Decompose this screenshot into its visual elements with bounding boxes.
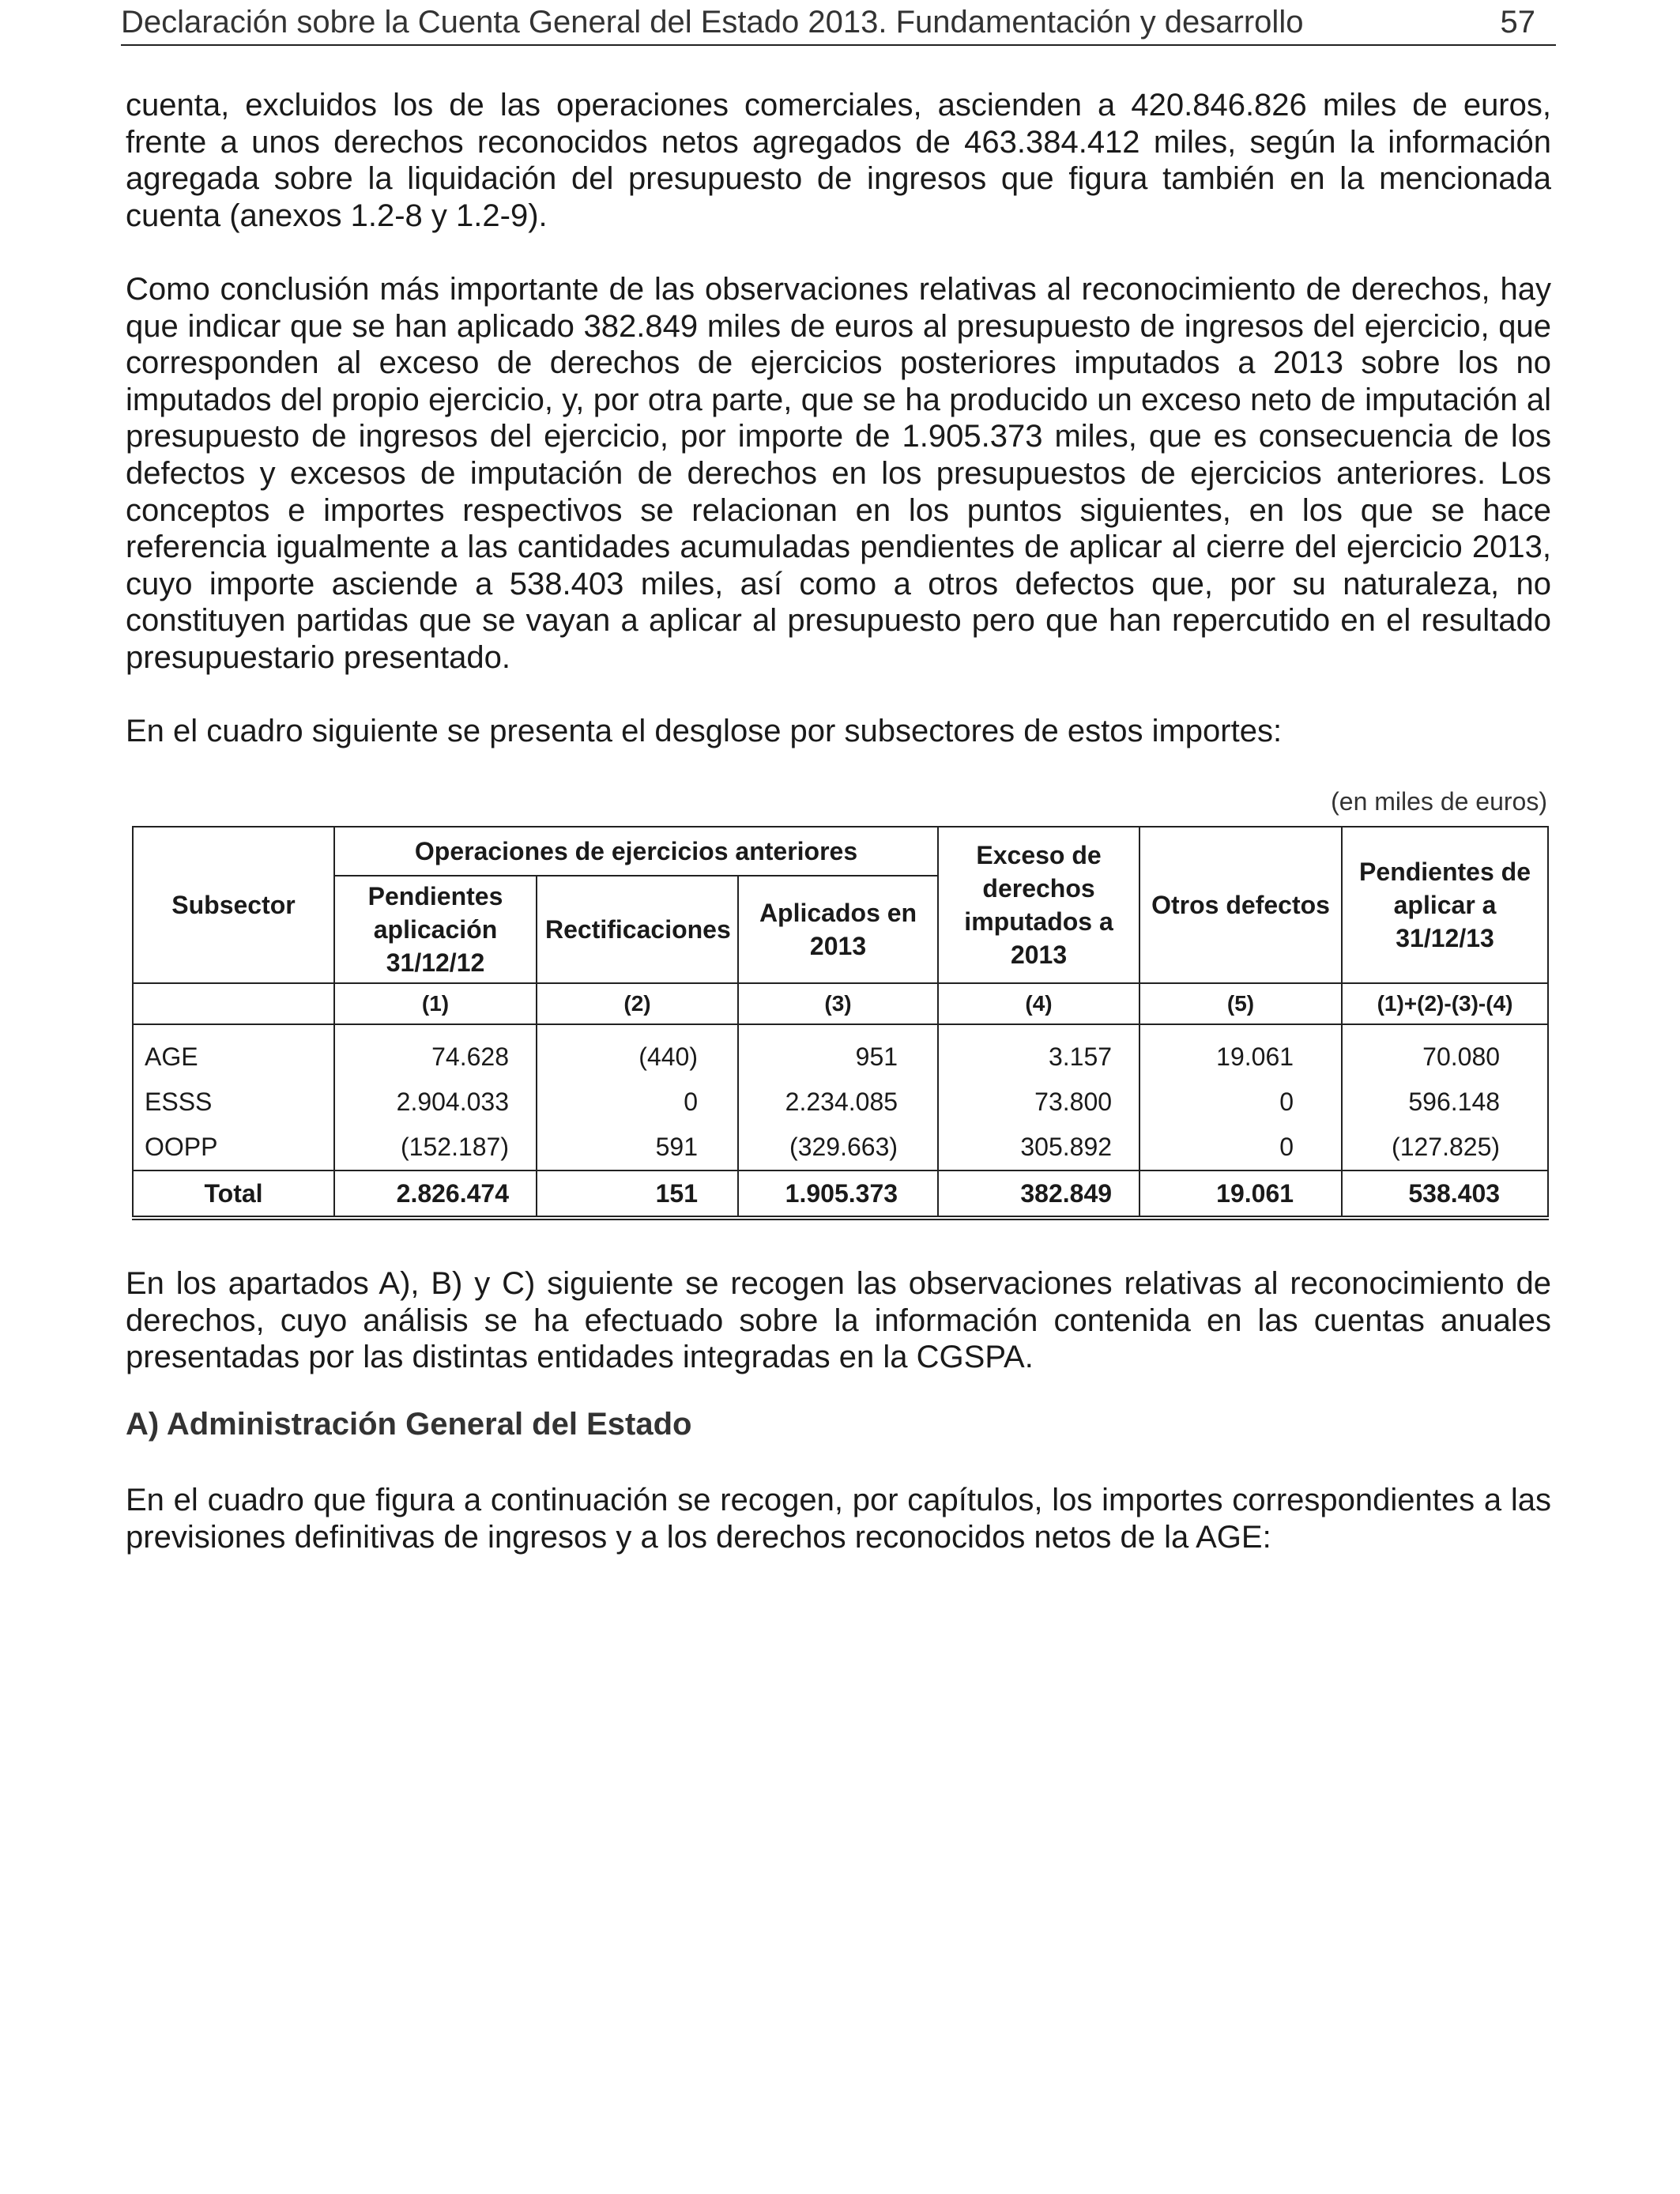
header-pendientes-aplicar: Pendientes de aplicar a 31/12/13	[1342, 827, 1548, 983]
cell: 0	[1139, 1125, 1342, 1171]
cell: 73.800	[938, 1080, 1139, 1125]
row-name: AGE	[133, 1035, 334, 1080]
header-subsector: Subsector	[133, 827, 334, 983]
section-heading: A) Administración General del Estado	[126, 1407, 692, 1442]
paragraph-1: cuenta, excluidos los de las operaciones comerciales, ascienden a 420.846.826 miles de euros, frente a unos derechos reconocidos netos agregados de 463.384.412 miles, según la información agregada sobre la liquidación del presupuesto de ingresos que figura también en la mencionada cuenta (anexos 1.2-8 y 1.2-9).	[126, 88, 1551, 233]
running-header	[121, 0, 1556, 46]
paragraph-3: En el cuadro siguiente se presenta el desglose por subsectores de estos importes:	[126, 714, 1283, 748]
cell: 2.234.085	[738, 1080, 938, 1125]
cell: (440)	[537, 1035, 738, 1080]
table-units: (en miles de euros)	[1331, 787, 1547, 816]
total-cell: 19.061	[1139, 1171, 1342, 1218]
total-cell: 151	[537, 1171, 738, 1218]
cell: 951	[738, 1035, 938, 1080]
cell: (152.187)	[334, 1125, 537, 1171]
column-number: (3)	[738, 983, 938, 1024]
column-number: (4)	[938, 983, 1139, 1024]
cell: 3.157	[938, 1035, 1139, 1080]
cell: (329.663)	[738, 1125, 938, 1171]
total-cell: 1.905.373	[738, 1171, 938, 1218]
cell: 596.148	[1342, 1080, 1548, 1125]
table-row	[133, 1080, 1548, 1125]
page-number: 57	[1500, 4, 1535, 40]
total-cell: 382.849	[938, 1171, 1139, 1218]
column-number: (1)+(2)-(3)-(4)	[1342, 983, 1548, 1024]
subsector-table	[132, 826, 1549, 1220]
cell: 0	[1139, 1080, 1342, 1125]
paragraph-5: En el cuadro que figura a continuación se recogen, por capítulos, los importes correspondientes a las previsiones definitivas de ingresos y a los derechos reconocidos netos de la AGE:	[126, 1483, 1551, 1555]
paragraph-2: Como conclusión más importante de las observaciones relativas al reconocimiento de derechos, hay que indicar que se han aplicado 382.849 miles de euros al presupuesto de ingresos del ejercicio, que corresponden al exceso de derechos de ejercicios posteriores imputados a 2013 sobre los no imputados del propio ejercicio, y, por otra parte, que se ha producido un exceso neto de imputación al presupuesto de ingresos del ejercicio, por importe de 1.905.373 miles, que es consecuencia de los defectos y excesos de imputación de derechos en los presupuestos de ejercicios anteriores. Los conceptos e importes respectivos se relacionan en los puntos siguientes, en los que se hace referencia igualmente a las cantidades acumuladas pendientes de aplicar al cierre del ejercicio 2013, cuyo importe asciende a 538.403 miles, así como a otros defectos que, por su naturaleza, no constituyen partidas que se vayan a aplicar al presupuesto pero que han repercutido en el resultado presupuestario presentado.	[126, 272, 1551, 675]
cell: 70.080	[1342, 1035, 1548, 1080]
header-exceso: Exceso de derechos imputados a 2013	[938, 827, 1139, 983]
header-title: Declaración sobre la Cuenta General del Estado 2013. Fundamentación y desarrollo	[121, 4, 1304, 40]
cell: 591	[537, 1125, 738, 1171]
total-row	[133, 1171, 1548, 1218]
cell: 2.904.033	[334, 1080, 537, 1125]
total-cell: 538.403	[1342, 1171, 1548, 1218]
header-otros-defectos: Otros defectos	[1139, 827, 1342, 983]
row-name: ESSS	[133, 1080, 334, 1125]
cell: (127.825)	[1342, 1125, 1548, 1171]
column-number: (5)	[1139, 983, 1342, 1024]
paragraph-4: En los apartados A), B) y C) siguiente se recogen las observaciones relativas al reconocimiento de derechos, cuyo análisis se ha efectuado sobre la información contenida en las cuentas anuales presentadas por las distintas entidades integradas en la CGSPA.	[126, 1266, 1551, 1375]
total-cell: 2.826.474	[334, 1171, 537, 1218]
cell: 0	[537, 1080, 738, 1125]
table-row	[133, 1035, 1548, 1080]
header-aplicados: Aplicados en 2013	[738, 876, 938, 983]
column-number: (2)	[537, 983, 738, 1024]
column-number: (1)	[334, 983, 537, 1024]
row-name: OOPP	[133, 1125, 334, 1171]
total-label: Total	[133, 1171, 334, 1218]
header-rectificaciones: Rectificaciones	[537, 876, 738, 983]
header-pendientes-aplicacion: Pendientes aplicación 31/12/12	[334, 876, 537, 983]
table-row	[133, 1125, 1548, 1171]
cell: 305.892	[938, 1125, 1139, 1171]
header-operaciones-group: Operaciones de ejercicios anteriores	[334, 827, 938, 876]
cell: 19.061	[1139, 1035, 1342, 1080]
column-number-blank	[133, 983, 334, 1024]
cell: 74.628	[334, 1035, 537, 1080]
